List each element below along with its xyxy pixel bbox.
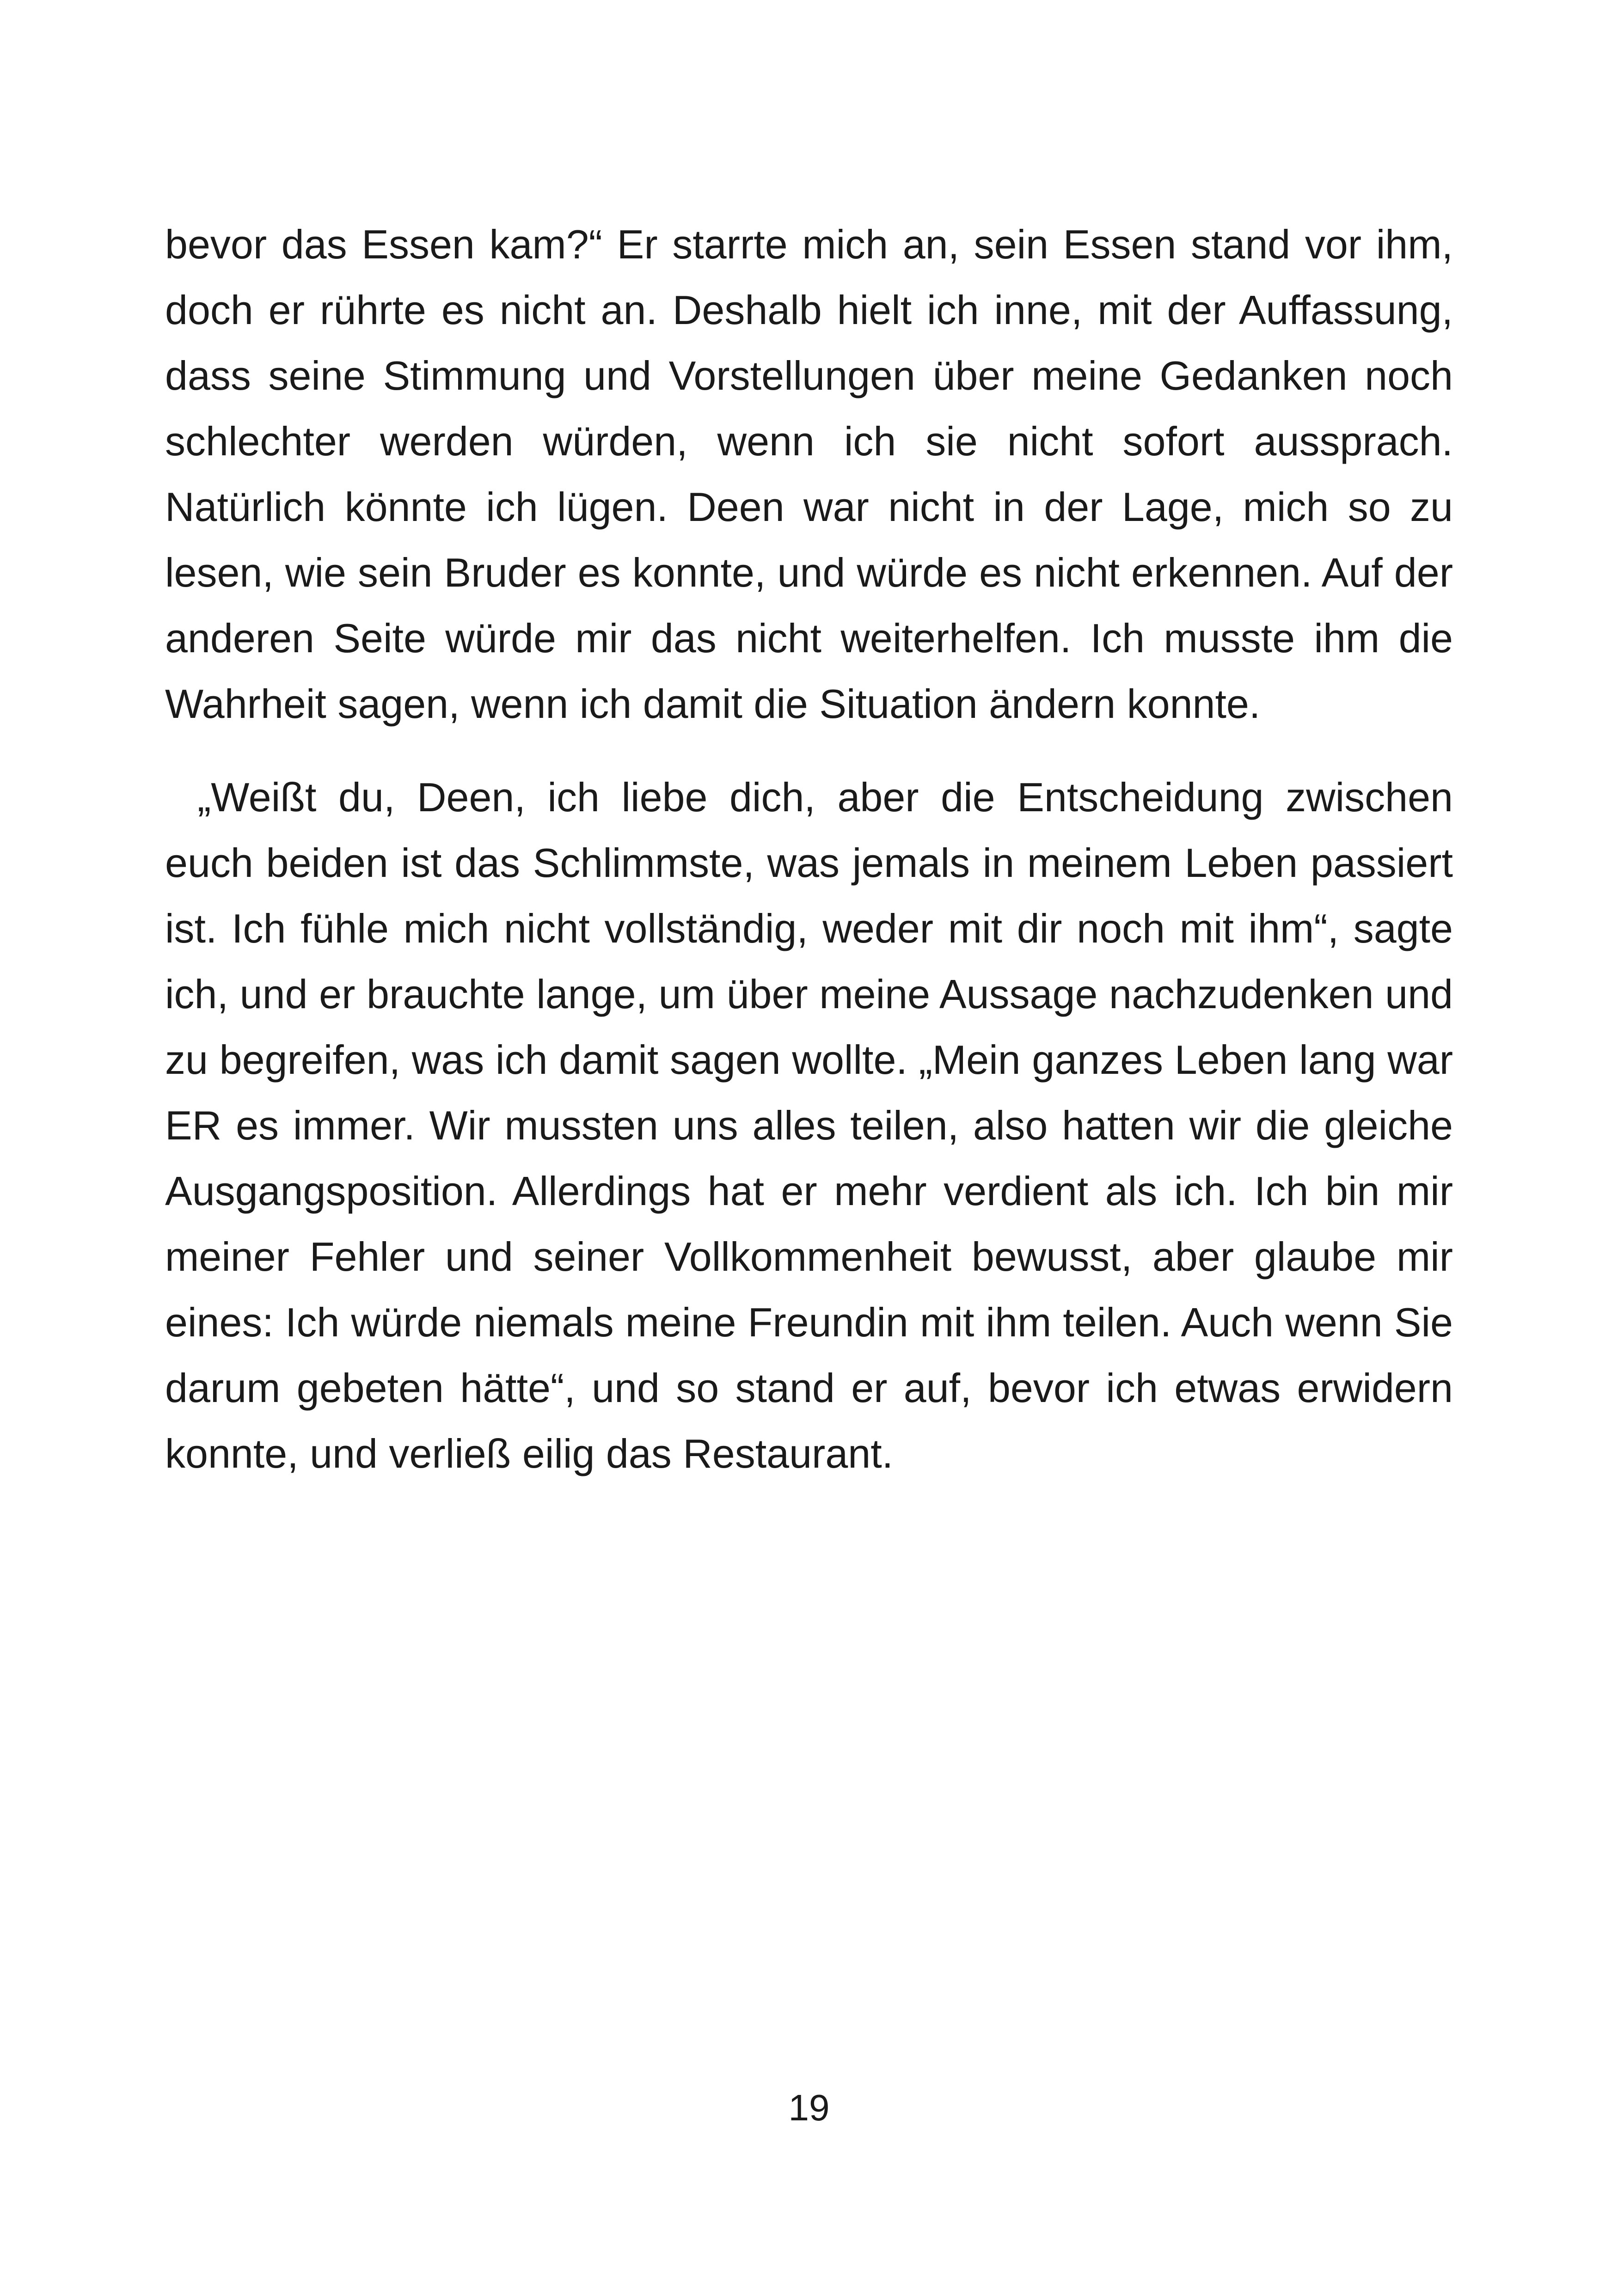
body-text xyxy=(165,212,1453,1487)
paragraph-2: „Weißt du, Deen, ich liebe dich, aber die Entscheidung zwischen euch beiden ist das Schlimmste, was jemals in meinem Leben passiert ist. Ich fühle mich nicht vollständig, weder mit dir noch mit ihm“, sagte ich, und er brauchte lange, um über meine Aussage nachzudenken und zu begreifen, was ich damit sagen wollte. „Mein ganzes Leben lang war ER es immer. Wir mussten uns alles teilen, also hatten wir die gleiche Ausgangsposition. Allerdings hat er mehr verdient als ich. Ich bin mir meiner Fehler und seiner Vollkommenheit bewusst, aber glaube mir eines: Ich würde niemals meine Freundin mit ihm teilen. Auch wenn Sie darum gebeten hätte“, und so stand er auf, bevor ich etwas erwidern konnte, und verließ eilig das Restaurant. xyxy=(165,774,1453,1476)
paragraph-1: bevor das Essen kam?“ Er starrte mich an, sein Essen stand vor ihm, doch er rührte es nicht an. Deshalb hielt ich inne, mit der Auffassung, dass seine Stimmung und Vorstellungen über meine Gedanken noch schlechter werden würden, wenn ich sie nicht sofort aussprach. Natürlich könnte ich lügen. Deen war nicht in der Lage, mich so zu lesen, wie sein Bruder es konnte, und würde es nicht erkennen. Auf der anderen Seite würde mir das nicht weiterhelfen. Ich musste ihm die Wahrheit sagen, wenn ich damit die Situation ändern konnte. xyxy=(165,221,1453,727)
page-number: 19 xyxy=(788,2087,830,2128)
